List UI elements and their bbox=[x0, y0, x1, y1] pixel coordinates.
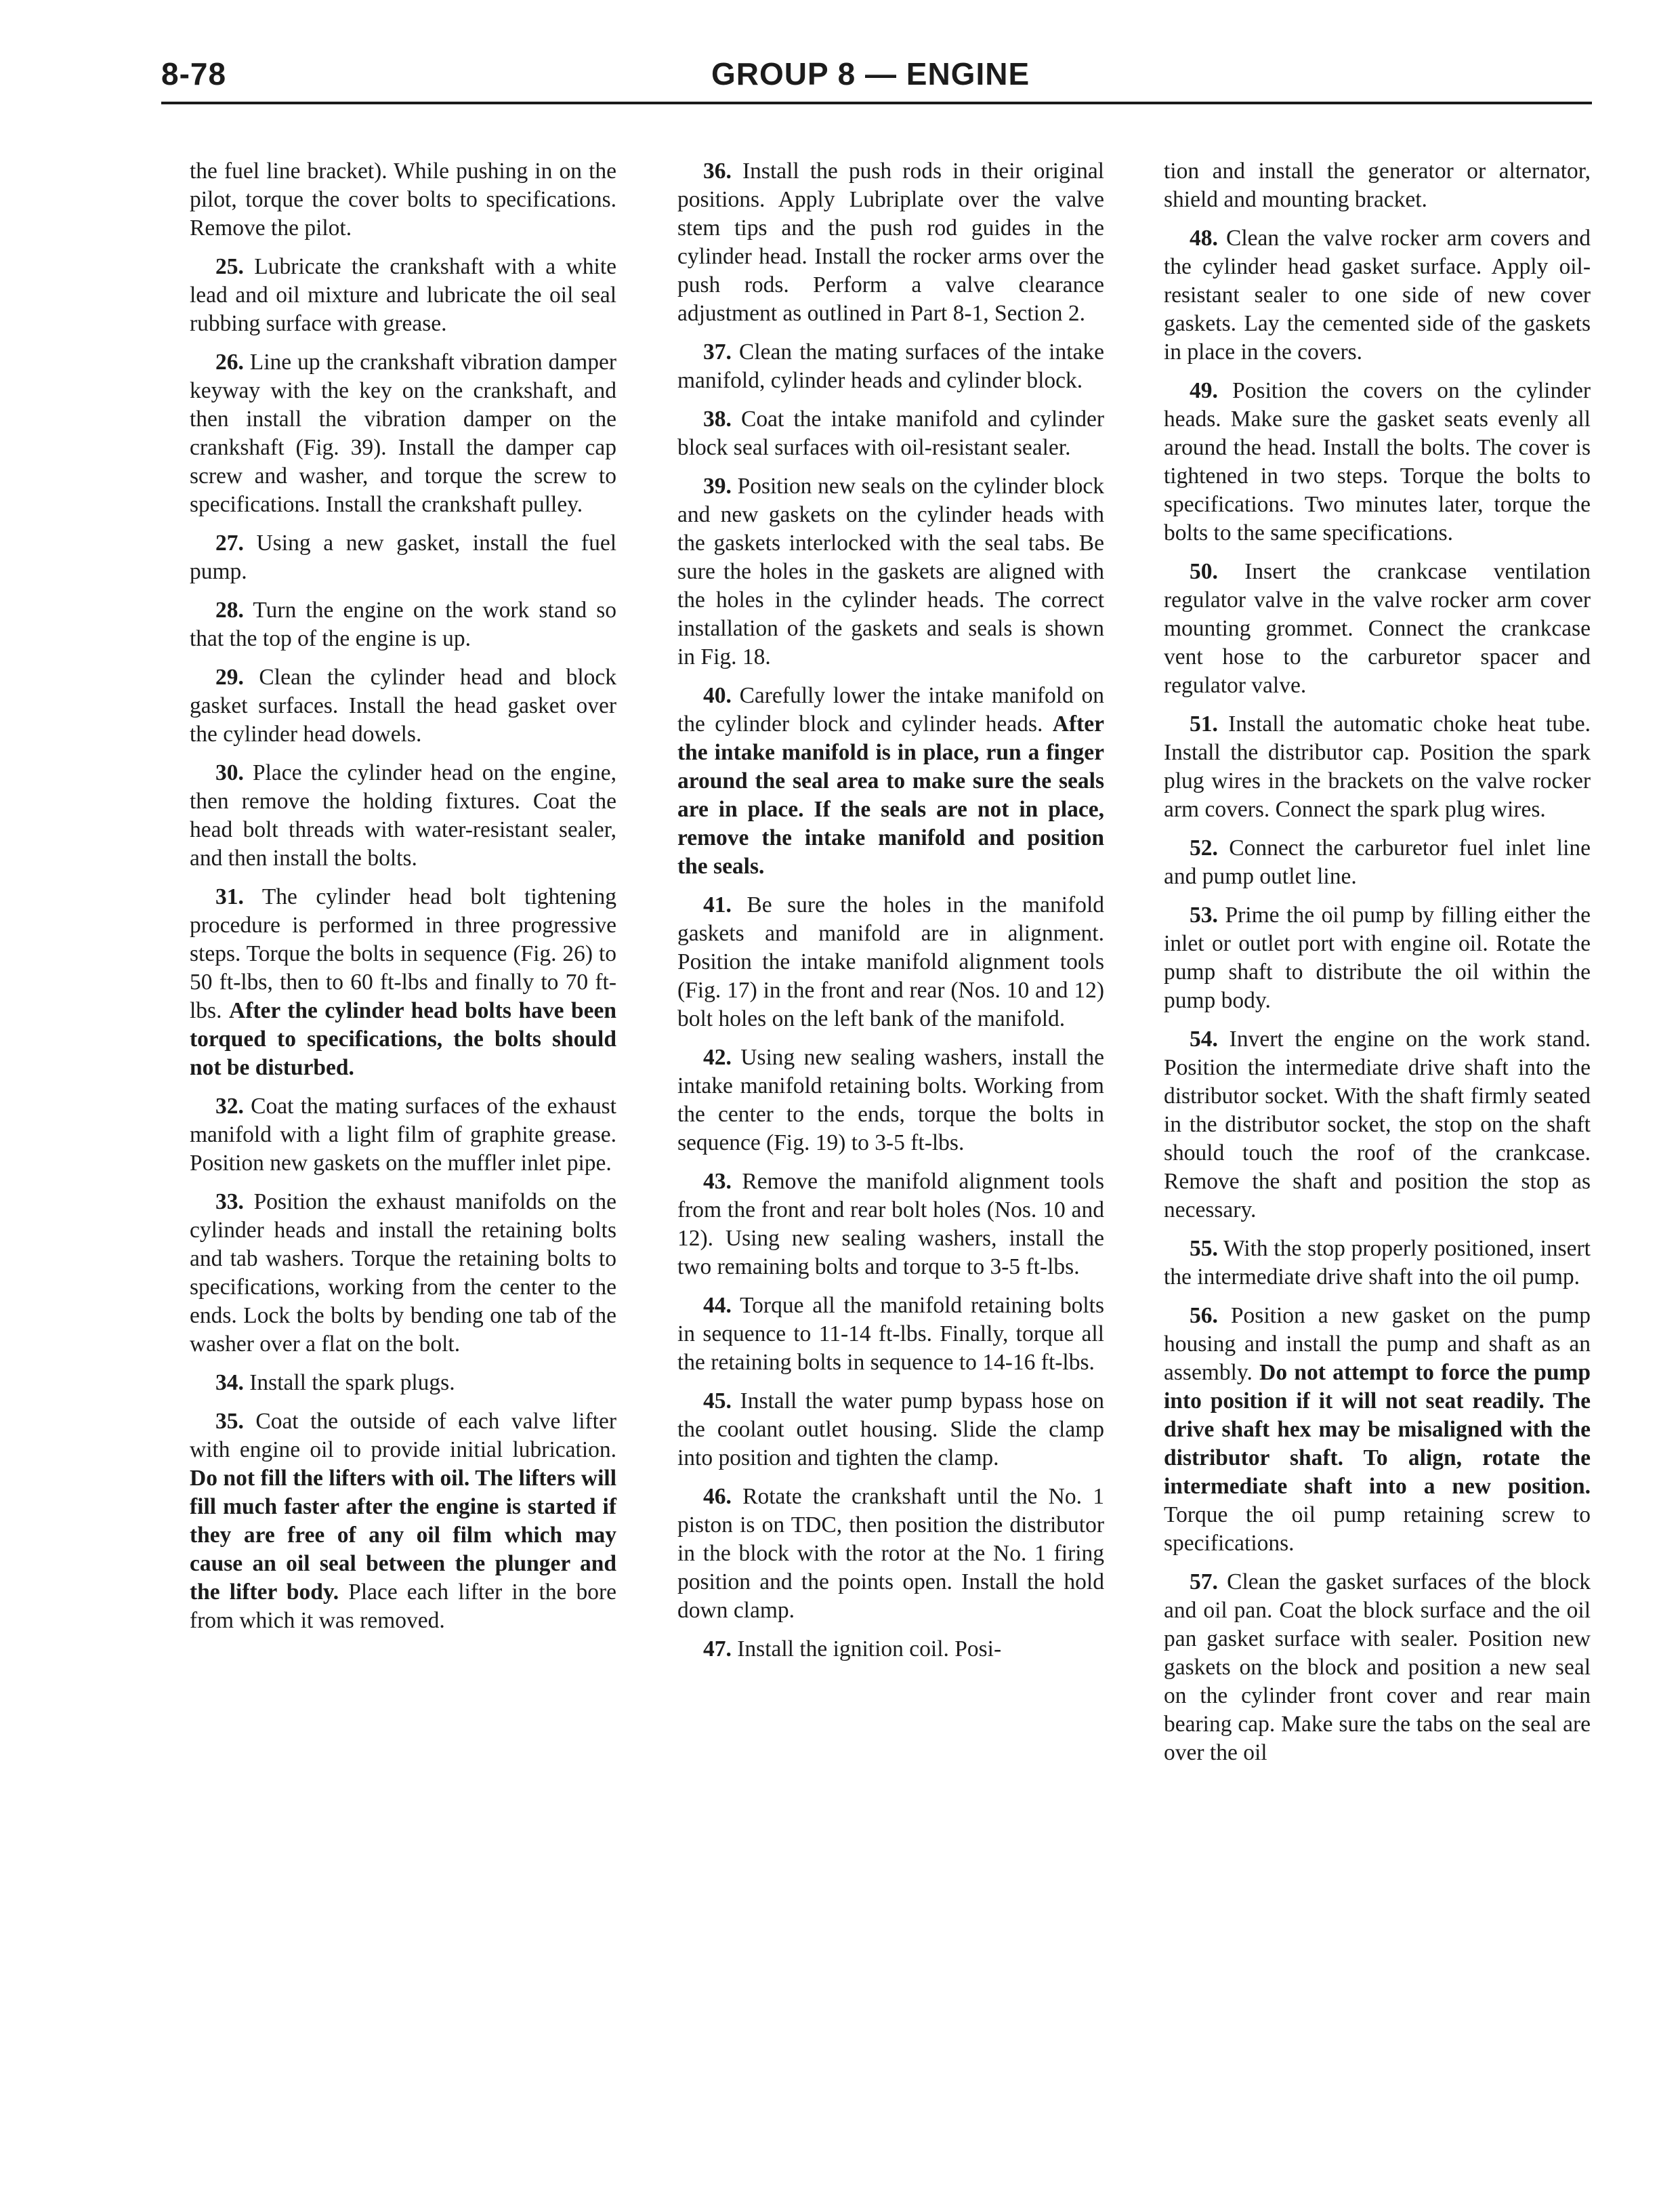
step-number: 42. bbox=[703, 1045, 732, 1070]
step-number: 34. bbox=[215, 1370, 244, 1395]
step-number: 31. bbox=[215, 884, 244, 909]
step-number: 48. bbox=[1190, 226, 1218, 251]
caution-text: After the intake manifold is in place, run a finger around the seal area to make sure the seals are in place. If the seals are not in place, remove the intake manifold and position the seals. bbox=[677, 711, 1104, 879]
numbered-step bbox=[1164, 710, 1591, 824]
step-text: Insert the crankcase ventilation regulator valve in the valve rocker arm cover mounting grommet. Connect the crankcase vent hose to the carburetor spacer and regulator valve. bbox=[1164, 559, 1591, 698]
numbered-step bbox=[677, 157, 1104, 328]
numbered-step bbox=[190, 663, 616, 749]
step-number: 35. bbox=[215, 1409, 244, 1434]
step-text: Clean the cylinder head and block gasket surfaces. Install the head gasket over the cylinder head dowels. bbox=[190, 665, 617, 747]
numbered-step bbox=[190, 348, 616, 519]
step-text: tion and install the generator or alternator, shield and mounting bracket. bbox=[1164, 159, 1591, 212]
step-number: 54. bbox=[1190, 1027, 1218, 1052]
step-text: Position the exhaust manifolds on the cylinder heads and install the retaining bolts and tab washers. Torque the retaining bolts to specifications, working from the center to the ends. Lock the bolts by bending one tab of the washer over a flat on the bolt. bbox=[190, 1189, 617, 1357]
step-number: 50. bbox=[1190, 559, 1218, 584]
step-number: 46. bbox=[703, 1484, 732, 1509]
numbered-step bbox=[1164, 901, 1591, 1015]
numbered-step bbox=[677, 1292, 1104, 1377]
numbered-step bbox=[1164, 1025, 1591, 1224]
step-number: 53. bbox=[1190, 903, 1218, 928]
step-number: 56. bbox=[1190, 1303, 1218, 1328]
page-number: 8-78 bbox=[161, 56, 227, 91]
numbered-step bbox=[677, 1044, 1104, 1157]
step-number: 30. bbox=[215, 760, 244, 785]
numbered-step bbox=[190, 596, 616, 653]
step-text: Install the ignition coil. Posi- bbox=[737, 1636, 1002, 1661]
step-number: 29. bbox=[215, 665, 244, 690]
step-text: Clean the gasket surfaces of the block and oil pan. Coat the block surface and the oil pan gasket surface with sealer. Position new gaskets on the block and position a new seal on the cylinder front cover and rear main bearing cap. Make sure the tabs on the seal are over the oil bbox=[1164, 1569, 1591, 1765]
numbered-step bbox=[190, 883, 616, 1082]
running-head: GROUP 8 — ENGINE bbox=[711, 56, 1030, 91]
header-rule bbox=[161, 102, 1592, 104]
numbered-step bbox=[1164, 1235, 1591, 1292]
numbered-step bbox=[1164, 224, 1591, 367]
step-number: 41. bbox=[703, 892, 732, 917]
numbered-step bbox=[677, 1387, 1104, 1472]
numbered-step bbox=[677, 1483, 1104, 1625]
step-number: 51. bbox=[1190, 711, 1218, 737]
step-text: Turn the engine on the work stand so that the top of the engine is up. bbox=[190, 598, 616, 651]
numbered-step bbox=[677, 338, 1104, 395]
step-text: Clean the valve rocker arm covers and the cylinder head gasket surface. Apply oil-resistant sealer to one side of new cover gaskets. Lay the cemented side of the gaskets in place in the covers. bbox=[1164, 226, 1591, 365]
numbered-step bbox=[1164, 377, 1591, 548]
numbered-step bbox=[1164, 834, 1591, 891]
step-text: Coat the intake manifold and cylinder block seal surfaces with oil-resistant sealer. bbox=[677, 407, 1105, 460]
step-number: 39. bbox=[703, 474, 732, 499]
numbered-step bbox=[677, 472, 1104, 672]
numbered-step bbox=[677, 1635, 1104, 1664]
step-number: 26. bbox=[215, 350, 244, 375]
step-number: 44. bbox=[703, 1293, 732, 1318]
step-number: 37. bbox=[703, 339, 732, 365]
step-text: Position a new gasket on the pump housing and install the pump and shaft as an assembly. bbox=[1164, 1303, 1591, 1385]
caution-text: Do not attempt to force the pump into position if it will not seat readily. The drive shaft hex may be misaligned with the distributor shaft. To align, rotate the intermediate shaft into a new position. bbox=[1164, 1360, 1591, 1499]
numbered-step bbox=[190, 759, 616, 873]
numbered-step bbox=[1164, 1302, 1591, 1558]
step-number: 52. bbox=[1190, 835, 1218, 861]
caution-text: After the cylinder head bolts have been torqued to specifications, the bolts should not be disturbed. bbox=[190, 998, 616, 1080]
step-text: Clean the mating surfaces of the intake manifold, cylinder heads and cylinder block. bbox=[677, 339, 1104, 393]
step-number: 25. bbox=[215, 254, 244, 279]
step-number: 32. bbox=[215, 1094, 244, 1119]
step-number: 27. bbox=[215, 531, 244, 556]
step-text-continued: Place each lifter in the bore from which it was removed. bbox=[190, 1580, 616, 1633]
step-number: 28. bbox=[215, 598, 244, 623]
text-column-2 bbox=[677, 157, 1104, 1674]
numbered-step bbox=[1164, 1568, 1591, 1767]
text-column-1 bbox=[190, 157, 616, 1645]
numbered-step bbox=[677, 891, 1104, 1033]
step-text: Carefully lower the intake manifold on the cylinder block and cylinder heads. bbox=[677, 683, 1104, 737]
numbered-step bbox=[190, 1092, 616, 1178]
step-text: the fuel line bracket). While pushing in on the pilot, torque the cover bolts to specifications. Remove the pilot. bbox=[190, 159, 616, 241]
step-text: Prime the oil pump by filling either the inlet or outlet port with engine oil. Rotate the pump shaft to distribute the oil within the pump body. bbox=[1164, 903, 1591, 1013]
step-number: 55. bbox=[1190, 1236, 1218, 1261]
step-text: Rotate the crankshaft until the No. 1 piston is on TDC, then position the distributor in the block with the rotor at the No. 1 firing position and the points open. Install the hold down clamp. bbox=[677, 1484, 1104, 1623]
step-number: 57. bbox=[1190, 1569, 1218, 1594]
numbered-step bbox=[677, 405, 1104, 462]
step-number: 38. bbox=[703, 407, 732, 432]
step-text: Torque all the manifold retaining bolts in sequence to 11-14 ft-lbs. Finally, torque all the retaining bolts in sequence to 14-16 ft-lbs. bbox=[677, 1293, 1104, 1375]
step-number: 43. bbox=[703, 1169, 732, 1194]
step-text: Using new sealing washers, install the intake manifold retaining bolts. Working from the center to the ends, torque the bolts in sequence (Fig. 19) to 3-5 ft-lbs. bbox=[677, 1045, 1105, 1155]
caution-text: Do not fill the lifters with oil. The lifters will fill much faster after the engine is started if they are free of any oil film which may cause an oil seal between the plunger and the lifter body. bbox=[190, 1466, 616, 1605]
step-text: The cylinder head bolt tightening procedure is performed in three progressive steps. Torque the bolts in sequence (Fig. 26) to 50 ft-lbs, then to 60 ft-lbs and finally to 70 ft-lbs. bbox=[190, 884, 616, 1023]
step-text: Line up the crankshaft vibration damper keyway with the key on the crankshaft, and then install the vibration damper on the crankshaft (Fig. 39). Install the damper cap screw and washer, and torque the screw to specifications. Install the crankshaft pulley. bbox=[190, 350, 616, 517]
step-text: Position new seals on the cylinder block and new gaskets on the cylinder heads with the gaskets interlocked with the seal tabs. Be sure the holes in the gaskets are aligned with the holes in the cylinder heads. The correct installation of the gaskets and seals is shown in Fig. 18. bbox=[677, 474, 1105, 669]
step-number: 40. bbox=[703, 683, 732, 708]
continued-paragraph bbox=[1164, 157, 1591, 214]
step-text: Install the automatic choke heat tube. Install the distributor cap. Position the spark plug wires in the brackets on the valve rocker arm covers. Connect the spark plug wires. bbox=[1164, 711, 1591, 822]
step-text: With the stop properly positioned, insert the intermediate drive shaft into the oil pump. bbox=[1164, 1236, 1591, 1289]
step-text: Place the cylinder head on the engine, then remove the holding fixtures. Coat the head bolt threads with water-resistant sealer, and then install the bolts. bbox=[190, 760, 616, 871]
step-text: Install the water pump bypass hose on the coolant outlet housing. Slide the clamp into position and tighten the clamp. bbox=[677, 1388, 1104, 1470]
numbered-step bbox=[190, 253, 616, 338]
continued-paragraph bbox=[190, 157, 616, 243]
step-text: Install the spark plugs. bbox=[249, 1370, 455, 1395]
step-number: 45. bbox=[703, 1388, 732, 1413]
step-text: Connect the carburetor fuel inlet line and pump outlet line. bbox=[1164, 835, 1591, 889]
step-text: Be sure the holes in the manifold gaskets and manifold are in alignment. Position the intake manifold alignment tools (Fig. 17) in the front and rear (Nos. 10 and 12) bolt holes on the left bank of the manifold. bbox=[677, 892, 1104, 1031]
step-text: Coat the mating surfaces of the exhaust manifold with a light film of graphite grease. Position new gaskets on the muffler inlet pipe. bbox=[190, 1094, 616, 1176]
numbered-step bbox=[190, 1188, 616, 1359]
step-text: Invert the engine on the work stand. Position the intermediate drive shaft into the distributor socket. With the shaft firmly seated in the distributor socket, the stop on the shaft should touch the roof of the crankcase. Remove the shaft and position the stop as necessary. bbox=[1164, 1027, 1591, 1222]
step-text: Remove the manifold alignment tools from the front and rear bolt holes (Nos. 10 and 12). Using new sealing washers, install the two remaining bolts and torque to 3-5 ft-lbs. bbox=[677, 1169, 1104, 1279]
step-text-continued: Torque the oil pump retaining screw to specifications. bbox=[1164, 1502, 1591, 1556]
step-text: Using a new gasket, install the fuel pump. bbox=[190, 531, 616, 584]
step-number: 33. bbox=[215, 1189, 244, 1214]
step-number: 47. bbox=[703, 1636, 732, 1661]
step-number: 49. bbox=[1190, 378, 1218, 403]
numbered-step bbox=[1164, 558, 1591, 700]
numbered-step bbox=[677, 682, 1104, 881]
numbered-step bbox=[190, 529, 616, 586]
step-text: Coat the outside of each valve lifter with engine oil to provide initial lubrication. bbox=[190, 1409, 616, 1462]
numbered-step bbox=[190, 1369, 616, 1397]
step-text: Position the covers on the cylinder heads. Make sure the gasket seats evenly all around the head. Install the bolts. The cover is tightened in two steps. Torque the bolts to specifications. Two minutes later, torque the bolts to the same specifications. bbox=[1164, 378, 1591, 545]
step-text: Install the push rods in their original positions. Apply Lubriplate over the valve stem tips and the push rod guides in the cylinder head. Install the rocker arms over the push rods. Perform a valve clearance adjustment as outlined in Part 8-1, Section 2. bbox=[677, 159, 1104, 326]
text-column-3 bbox=[1164, 157, 1591, 1777]
numbered-step bbox=[190, 1407, 616, 1635]
numbered-step bbox=[677, 1168, 1104, 1281]
step-number: 36. bbox=[703, 159, 732, 184]
step-text: Lubricate the crankshaft with a white lead and oil mixture and lubricate the oil seal rubbing surface with grease. bbox=[190, 254, 616, 336]
